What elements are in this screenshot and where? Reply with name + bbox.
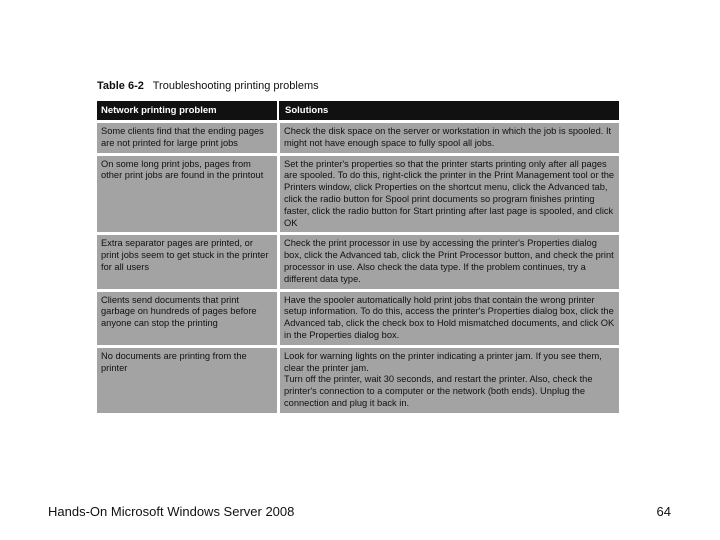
- problem-cell: Clients send documents that print garbage on hundreds of pages before anyone can stop the printing: [97, 292, 277, 345]
- problem-cell: No documents are printing from the printer: [97, 348, 277, 413]
- table-row: [97, 292, 619, 345]
- table-caption: [97, 80, 319, 92]
- solution-cell: [280, 156, 619, 233]
- header-problem: Network printing problem: [101, 105, 217, 116]
- solution-text: Check the print processor in use by accessing the printer's Properties dialog box, click the Advanced tab, click the Print Processor button, and check the print processor in use. Also check the data type. If the problem continues, try a different data type.: [284, 238, 614, 284]
- table-title: Troubleshooting printing problems: [152, 80, 319, 92]
- solution-cell: [280, 123, 619, 153]
- table-number: Table 6-2: [97, 80, 144, 92]
- solution-text: Turn off the printer, wait 30 seconds, and restart the printer. Also, check the printer's connection to a computer or the network (both ends). Unplug the connection and plug it back in.: [284, 374, 593, 408]
- problem-cell: Some clients find that the ending pages are not printed for large print jobs: [97, 123, 277, 153]
- table-row: [97, 123, 619, 153]
- solution-text: Check the disk space on the server or workstation in which the job is spooled. It might not have enough space to fully spool all jobs.: [284, 126, 612, 148]
- solution-cell: [280, 348, 619, 413]
- solution-cell: [280, 292, 619, 345]
- table-header: [97, 101, 619, 120]
- solution-text: Set the printer's properties so that the printer starts printing only after all pages are spooled. To do this, right-click the printer in the Print Management tool or the Printers window, click Properties on the shortcut menu, click the Advanced tab, click the radio button for Spool print documents so program finishes printing faster, click the radio button for Start printing after last page is spooled, and click OK: [284, 158, 615, 228]
- troubleshooting-table: [97, 101, 619, 413]
- table-row: [97, 156, 619, 233]
- problem-cell: Extra separator pages are printed, or print jobs seem to get stuck in the printer for all users: [97, 235, 277, 288]
- table-row: [97, 235, 619, 288]
- page-number: 64: [656, 504, 671, 519]
- table-row: [97, 348, 619, 413]
- solution-cell: [280, 235, 619, 288]
- footer-book-title: Hands-On Microsoft Windows Server 2008: [48, 504, 295, 519]
- problem-cell: On some long print jobs, pages from other print jobs are found in the printout: [97, 156, 277, 233]
- solution-text: Have the spooler automatically hold print jobs that contain the wrong printer setup information. To do this, access the printer's Properties dialog box, click the Advanced tab, click the check box to Hold mismatched documents, and click OK in the Properties dialog box.: [284, 294, 615, 340]
- header-solutions: Solutions: [277, 101, 619, 120]
- solution-text: Look for warning lights on the printer indicating a printer jam. If you see them, clear the printer jam.: [284, 350, 602, 373]
